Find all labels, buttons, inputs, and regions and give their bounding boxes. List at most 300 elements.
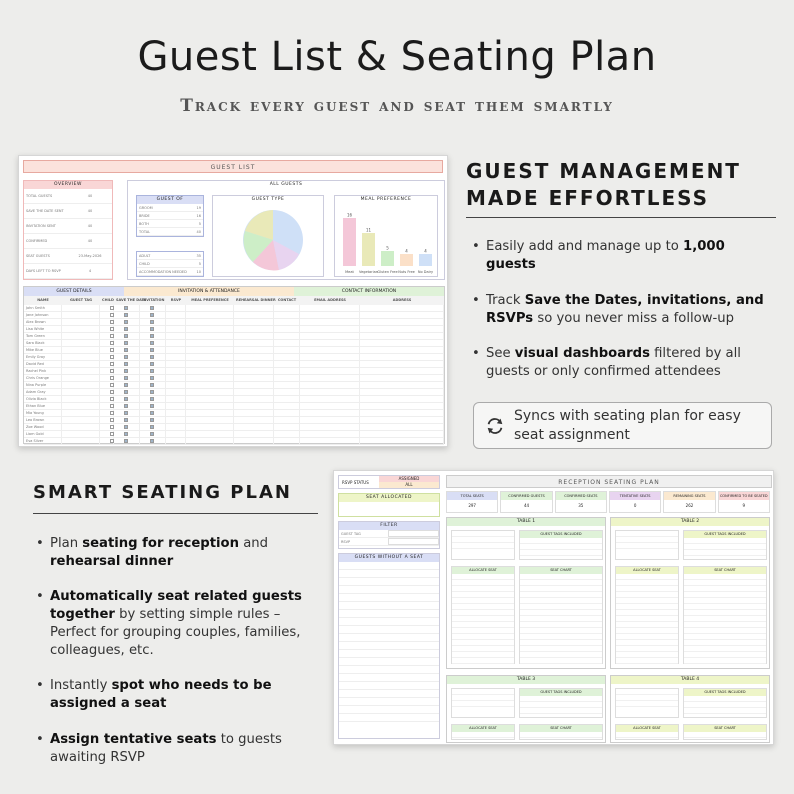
table-cell [140, 403, 166, 409]
table-cell: John Smith [24, 305, 62, 311]
table-row[interactable] [24, 410, 444, 417]
table-cell [166, 340, 186, 346]
subpanel-title: SEAT CHART [684, 567, 766, 574]
checkbox[interactable] [124, 348, 128, 352]
table-cell [114, 305, 140, 311]
table-cell [140, 305, 166, 311]
checkbox[interactable] [150, 334, 154, 338]
table-cell [360, 354, 444, 360]
checkbox[interactable] [150, 411, 154, 415]
table-cell [140, 431, 166, 437]
table-cell [100, 312, 114, 318]
no-seat-cell [389, 706, 439, 713]
overview-label: SAVE THE DATE SENT [26, 209, 64, 213]
table-cell [360, 389, 444, 395]
table-cell [140, 424, 166, 430]
table-cell: Jane Johnson [24, 312, 62, 318]
no-seat-cell [339, 690, 389, 697]
checkbox[interactable] [124, 397, 128, 401]
table-cell [166, 410, 186, 416]
table-row[interactable] [24, 305, 444, 312]
table-cell [114, 410, 140, 416]
checkbox[interactable] [124, 425, 128, 429]
smart-seating-divider [33, 513, 318, 514]
no-seat-cell [339, 650, 389, 657]
table-cell [234, 403, 274, 409]
overview-value: 40 [87, 194, 93, 198]
guest-list-header: GUEST LIST [23, 160, 443, 173]
summary-box [500, 491, 552, 513]
overview-value: 40 [87, 239, 93, 243]
no-seat-cell [339, 706, 389, 713]
checkbox[interactable] [150, 348, 154, 352]
no-seat-cell [389, 642, 439, 649]
table-cell [62, 424, 100, 430]
no-seat-row [339, 618, 439, 626]
checkbox[interactable] [124, 313, 128, 317]
no-seat-cell [339, 626, 389, 633]
overview-label: CONFIRMED [26, 239, 48, 243]
table-cell [360, 326, 444, 332]
subpanel-title: GUEST TAGS INCLUDED [520, 689, 602, 696]
checkbox[interactable] [124, 383, 128, 387]
table-panel [446, 675, 606, 743]
table-cell [234, 396, 274, 402]
rsvp-option-all[interactable]: ALL [379, 482, 439, 488]
subpanel-row [616, 543, 678, 549]
table-subpanel [615, 688, 679, 718]
table-cell [140, 382, 166, 388]
table-cell [274, 410, 300, 416]
filter-label-guest-tag: GUEST TAG [341, 532, 361, 536]
table-cell [62, 431, 100, 437]
table-subpanel [615, 724, 679, 740]
table-cell [300, 396, 360, 402]
table-row[interactable] [24, 389, 444, 396]
table-cell [274, 361, 300, 367]
table-cell [114, 424, 140, 430]
subpanel-row [684, 658, 766, 664]
checkbox[interactable] [150, 341, 154, 345]
table-cell [166, 438, 186, 444]
table-cell [166, 312, 186, 318]
table-subpanel [683, 566, 767, 664]
table-row[interactable] [24, 417, 444, 424]
table-row[interactable] [24, 382, 444, 389]
table-cell [300, 305, 360, 311]
checkbox[interactable] [150, 355, 154, 359]
table-row[interactable] [24, 396, 444, 403]
table-cell [186, 354, 234, 360]
table-cell [186, 375, 234, 381]
table-panel [610, 675, 770, 743]
table-cell [234, 361, 274, 367]
table-cell [274, 389, 300, 395]
table-cell [114, 396, 140, 402]
table-cell [274, 333, 300, 339]
summary-box [609, 491, 661, 513]
filter-rsvp-select[interactable] [388, 538, 439, 545]
no-seat-cell [389, 634, 439, 641]
checkbox[interactable] [124, 432, 128, 436]
summary-value: 262 [685, 503, 694, 508]
checkbox[interactable] [124, 334, 128, 338]
no-seat-row [339, 714, 439, 722]
meal-category-label: Vegetarian [359, 270, 378, 274]
no-seat-cell [339, 602, 389, 609]
page-title: Guest List & Seating Plan [137, 34, 657, 80]
table-row[interactable] [24, 326, 444, 333]
guest-management-heading-line2: MADE EFFORTLESS [466, 186, 710, 210]
table-cell [100, 396, 114, 402]
subpanel-row [452, 543, 514, 549]
table-cell [234, 424, 274, 430]
guest-bullet-3: • See visual dashboards filtered by all guests or only confirmed attendees [486, 345, 776, 381]
table-cell [300, 333, 360, 339]
table-row[interactable] [24, 368, 444, 375]
table-cell [166, 333, 186, 339]
checkbox[interactable] [150, 362, 154, 366]
overview-label: INVITATION SENT [26, 224, 56, 228]
guests-without-seat-rows [339, 562, 439, 722]
checkbox[interactable] [150, 383, 154, 387]
table-cell [186, 333, 234, 339]
table-cell [62, 347, 100, 353]
checkbox[interactable] [124, 404, 128, 408]
checkbox[interactable] [124, 439, 128, 443]
seating-bullet-2: • Automatically seat related guests together by setting simple rules – Perfect for grouping couples, families, colleagues, etc. [50, 588, 320, 660]
table-cell [166, 319, 186, 325]
checkbox[interactable] [124, 376, 128, 380]
table-body [24, 305, 444, 445]
checkbox[interactable] [124, 362, 128, 366]
no-seat-row [339, 674, 439, 682]
checkbox[interactable] [150, 425, 154, 429]
table-cell [140, 333, 166, 339]
subpanel-row [452, 701, 514, 707]
table-row[interactable] [24, 438, 444, 445]
table-cell [186, 438, 234, 444]
table-row[interactable] [24, 361, 444, 368]
seating-bullet-3: • Instantly spot who needs to be assigned a seat [50, 677, 310, 713]
no-seat-cell [389, 562, 439, 569]
guest-of-label: TOTAL [139, 230, 151, 234]
table-cell [360, 375, 444, 381]
checkbox[interactable] [124, 306, 128, 310]
table-subpanel [519, 688, 603, 718]
checkbox[interactable] [124, 369, 128, 373]
no-seat-cell [389, 698, 439, 705]
table-cell [166, 326, 186, 332]
age-label: CHILD [139, 262, 150, 266]
overview-value: 23-May-2026 [78, 254, 102, 258]
guest-management-heading [466, 158, 766, 212]
table-cell: Mike Blue [24, 347, 62, 353]
no-seat-cell [389, 602, 439, 609]
meal-category-label: Meat [345, 270, 354, 274]
table-cell [114, 417, 140, 423]
table-cell [274, 417, 300, 423]
table-cell [274, 396, 300, 402]
checkbox[interactable] [124, 355, 128, 359]
table-cell [100, 368, 114, 374]
subpanel-title: GUEST TAGS INCLUDED [520, 531, 602, 538]
filter-guest-tag-select[interactable] [388, 530, 439, 537]
table-cell [234, 368, 274, 374]
column-header: SAVE THE DATE [116, 298, 147, 302]
table-row[interactable] [24, 333, 444, 340]
no-seat-cell [389, 626, 439, 633]
table-cell [100, 361, 114, 367]
checkbox[interactable] [150, 327, 154, 331]
overview-row [24, 189, 112, 204]
checkbox[interactable] [150, 369, 154, 373]
no-seat-cell [389, 610, 439, 617]
checkbox[interactable] [124, 327, 128, 331]
age-row [137, 268, 203, 276]
age-value: 35 [196, 254, 201, 258]
table-cell [140, 417, 166, 423]
table-cell [274, 312, 300, 318]
table-cell [274, 368, 300, 374]
no-seat-row [339, 706, 439, 714]
table-cell [360, 368, 444, 374]
checkbox[interactable] [150, 397, 154, 401]
table-row[interactable] [24, 375, 444, 382]
table-cell [234, 438, 274, 444]
table-title: TABLE 4 [611, 676, 769, 684]
table-cell [100, 389, 114, 395]
table-row[interactable] [24, 431, 444, 438]
table-cell: Zoe Wood [24, 424, 62, 430]
table-cell [166, 424, 186, 430]
table-row[interactable] [24, 319, 444, 326]
overview-row [24, 204, 112, 219]
table-cell [186, 347, 234, 353]
checkbox[interactable] [124, 341, 128, 345]
table-cell [114, 326, 140, 332]
table-section-headers [24, 287, 444, 296]
subpanel-title: GUEST TAGS INCLUDED [684, 531, 766, 538]
table-subpanel [683, 724, 767, 740]
table-column-headers [24, 296, 444, 305]
subpanel-row [452, 732, 514, 738]
meal-bar [400, 254, 413, 266]
meal-value-label: 16 [346, 212, 353, 218]
no-seat-cell [339, 658, 389, 665]
table-cell [360, 333, 444, 339]
table-row[interactable] [24, 354, 444, 361]
table-cell [100, 382, 114, 388]
no-seat-row [339, 642, 439, 650]
checkbox[interactable] [124, 411, 128, 415]
table-cell: Mia Young [24, 410, 62, 416]
table-cell [274, 326, 300, 332]
subpanel-title: ALLOCATE SEAT [452, 567, 514, 574]
table-cell [62, 340, 100, 346]
checkbox[interactable] [150, 432, 154, 436]
table-cell [360, 403, 444, 409]
meal-bar [343, 218, 356, 266]
table-row[interactable] [24, 347, 444, 354]
checkbox[interactable] [150, 320, 154, 324]
checkbox[interactable] [124, 320, 128, 324]
guest-management-heading-line1: GUEST MANAGEMENT [466, 159, 741, 183]
table-cell [360, 431, 444, 437]
meal-bar [362, 233, 375, 266]
guest-of-label: GROOM [139, 206, 153, 210]
checkbox[interactable] [150, 376, 154, 380]
table-cell [140, 354, 166, 360]
table-cell [186, 417, 234, 423]
rsvp-option-assigned[interactable]: ASSIGNED [379, 476, 439, 482]
table-cell [100, 424, 114, 430]
guest-type-title: GUEST TYPE [251, 197, 285, 202]
table-cell [114, 347, 140, 353]
table-cell [62, 417, 100, 423]
table-cell [114, 382, 140, 388]
summary-label: CONFIRMED GUESTS [501, 492, 551, 500]
table-cell [360, 396, 444, 402]
no-seat-cell [389, 650, 439, 657]
table-cell [274, 305, 300, 311]
checkbox[interactable] [124, 418, 128, 422]
no-seat-cell [389, 586, 439, 593]
guest-of-label: BRIDE [139, 214, 150, 218]
no-seat-row [339, 610, 439, 618]
no-seat-cell [389, 658, 439, 665]
checkbox[interactable] [124, 390, 128, 394]
subpanel-title: ALLOCATE SEAT [616, 567, 678, 574]
no-seat-cell [339, 570, 389, 577]
table-cell [140, 347, 166, 353]
table-cell [186, 382, 234, 388]
table-cell [360, 361, 444, 367]
no-seat-row [339, 650, 439, 658]
table-cell [100, 326, 114, 332]
no-seat-cell [339, 610, 389, 617]
smart-seating-heading: SMART SEATING PLAN [33, 482, 292, 503]
no-seat-cell [389, 594, 439, 601]
table-row[interactable] [24, 340, 444, 347]
table-cell [114, 375, 140, 381]
seating-summary [446, 491, 772, 513]
table-cell [166, 347, 186, 353]
table-cell [234, 340, 274, 346]
checkbox[interactable] [150, 439, 154, 443]
table-cell [114, 340, 140, 346]
no-seat-cell [339, 698, 389, 705]
table-cell [100, 333, 114, 339]
table-cell [114, 319, 140, 325]
table-cell [114, 333, 140, 339]
table-row[interactable] [24, 312, 444, 319]
checkbox[interactable] [150, 390, 154, 394]
table-cell [166, 417, 186, 423]
table-cell [360, 410, 444, 416]
table-cell [100, 431, 114, 437]
table-cell [300, 382, 360, 388]
table-subpanel [451, 724, 515, 740]
table-cell [62, 389, 100, 395]
subpanel-title: ALLOCATE SEAT [452, 725, 514, 732]
table-subpanel [451, 688, 515, 718]
age-rows [137, 252, 203, 276]
tables-area [446, 517, 772, 743]
no-seat-row [339, 682, 439, 690]
guest-list-screenshot [18, 155, 448, 447]
guest-table [23, 286, 445, 444]
guest-type-pie-chart [213, 204, 325, 274]
table-cell [140, 368, 166, 374]
table-cell [360, 319, 444, 325]
no-seat-cell [339, 586, 389, 593]
subpanel-row [616, 732, 678, 738]
summary-box [663, 491, 715, 513]
table-row[interactable] [24, 403, 444, 410]
table-subpanel [451, 566, 515, 664]
guest-of-value: 16 [196, 214, 201, 218]
checkbox[interactable] [150, 404, 154, 408]
overview-row [24, 219, 112, 234]
checkbox[interactable] [150, 306, 154, 310]
table-cell [300, 431, 360, 437]
table-cell [166, 375, 186, 381]
guest-of-row [137, 228, 203, 236]
checkbox[interactable] [150, 313, 154, 317]
table-cell [62, 410, 100, 416]
no-seat-cell [389, 570, 439, 577]
meal-value-label: 4 [405, 248, 408, 254]
checkbox[interactable] [150, 418, 154, 422]
table-cell [360, 417, 444, 423]
table-cell [300, 347, 360, 353]
subpanel-title: SEAT CHART [520, 567, 602, 574]
no-seat-cell [339, 618, 389, 625]
overview-panel [23, 180, 113, 280]
summary-value: 0 [633, 503, 637, 508]
table-row[interactable] [24, 424, 444, 431]
no-seat-row [339, 578, 439, 586]
table-cell [300, 375, 360, 381]
table-subpanel [615, 530, 679, 560]
table-cell [166, 382, 186, 388]
table-cell [274, 424, 300, 430]
table-cell [100, 417, 114, 423]
no-seat-row [339, 690, 439, 698]
table-cell [166, 361, 186, 367]
table-subpanel [683, 688, 767, 718]
table-cell [62, 361, 100, 367]
table-cell [166, 368, 186, 374]
table-cell [300, 417, 360, 423]
table-cell: Sara Black [24, 340, 62, 346]
column-header: GUEST TAG [70, 298, 92, 302]
table-cell [234, 326, 274, 332]
table-cell [100, 319, 114, 325]
table-cell [274, 438, 300, 444]
table-cell [360, 438, 444, 444]
table-cell [140, 340, 166, 346]
table-cell: Tom Green [24, 333, 62, 339]
guest-of-rows [137, 204, 203, 236]
overview-label: SEAT GUESTS [26, 254, 50, 258]
meal-category-label: No Dairy [417, 270, 434, 274]
guest-details-header: GUEST DETAILS [24, 287, 124, 296]
no-seat-cell [389, 682, 439, 689]
subpanel-row [520, 658, 602, 664]
column-header: MEAL PREFERENCE [191, 298, 229, 302]
